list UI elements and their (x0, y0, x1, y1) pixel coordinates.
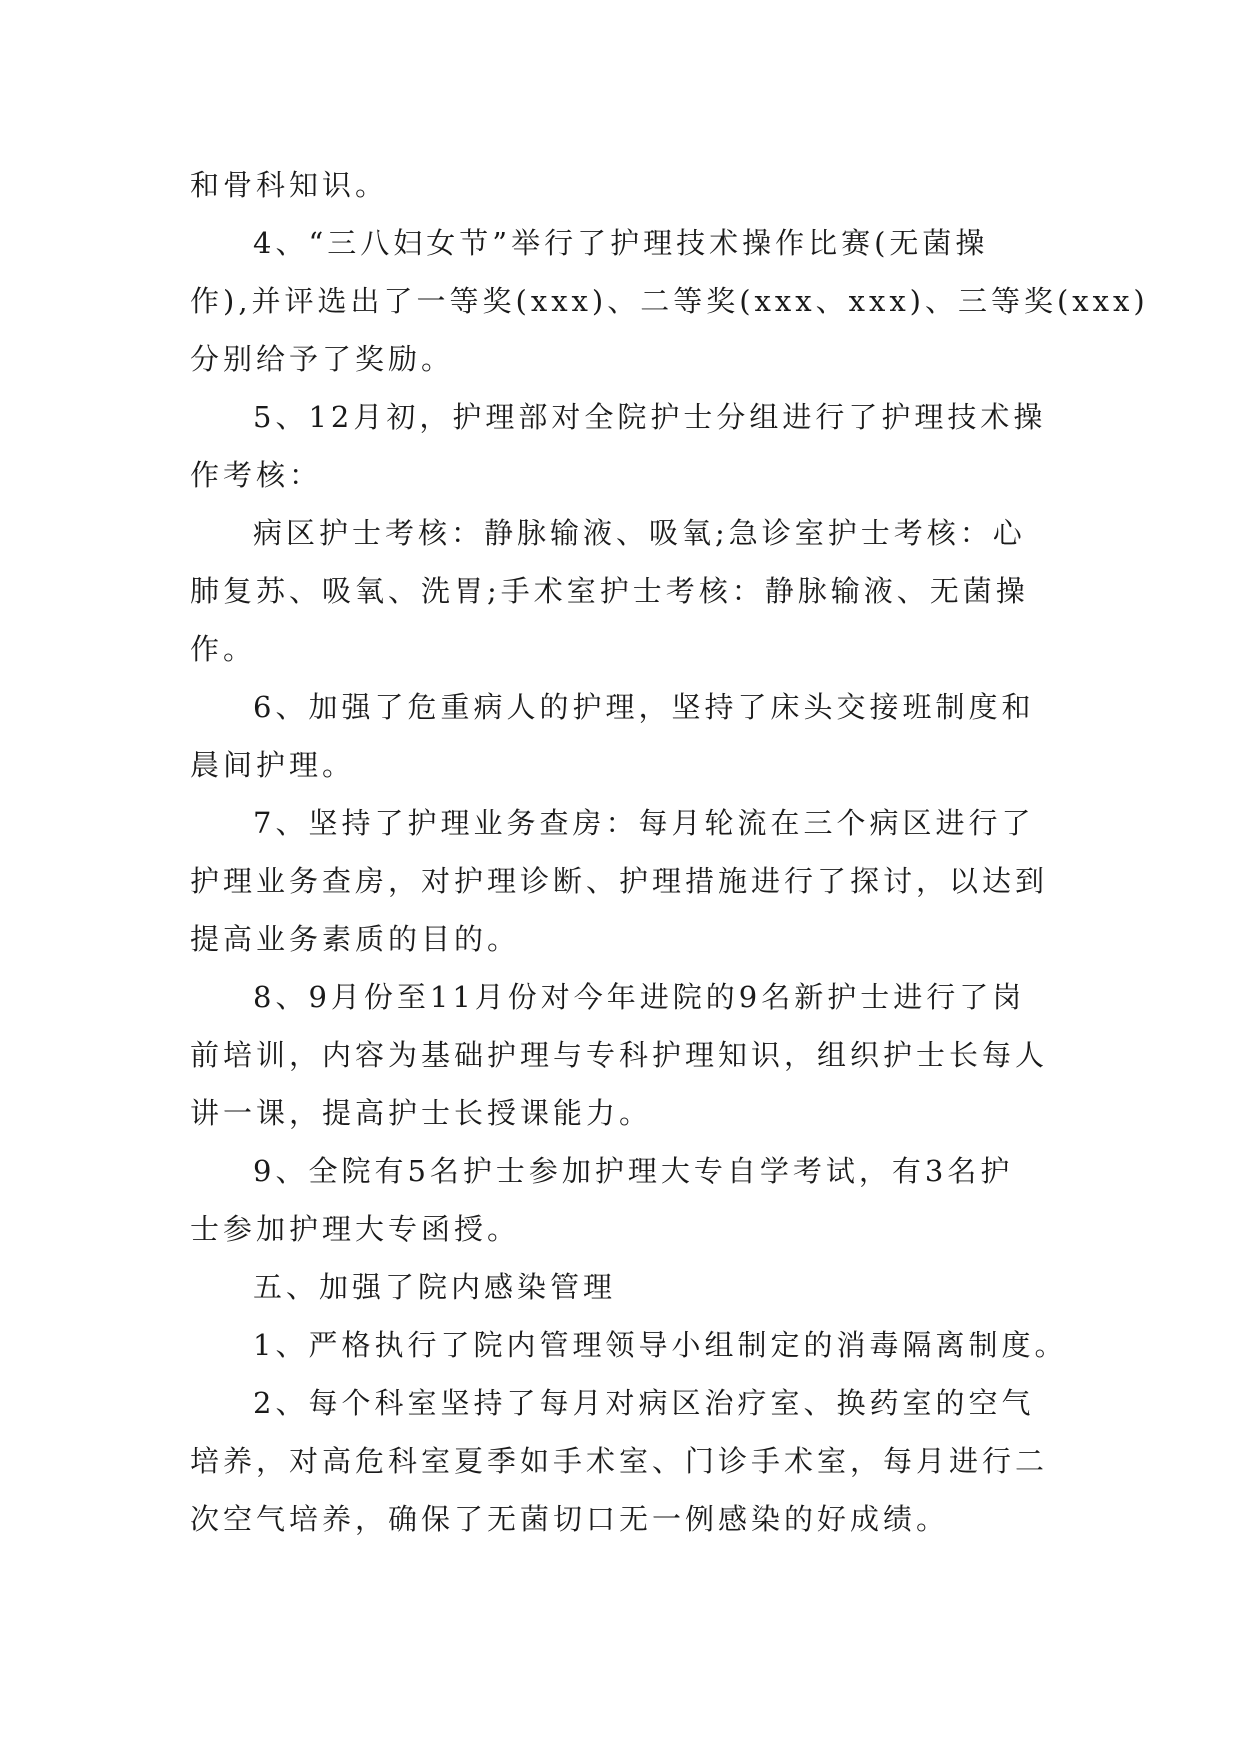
text-line: 病区护士考核：静脉输液、吸氧;急诊室护士考核：心 (253, 516, 1026, 550)
text-line: 提高业务素质的目的。 (190, 922, 521, 956)
text-line: 前培训，内容为基础护理与专科护理知识，组织护士长每人 (190, 1038, 1049, 1072)
text-line: 2、每个科室坚持了每月对病区治疗室、换药室的空气 (253, 1386, 1035, 1420)
text-line: 晨间护理。 (190, 748, 356, 782)
text-line: 次空气培养，确保了无菌切口无一例感染的好成绩。 (190, 1502, 950, 1536)
text-line: 肺复苏、吸氧、洗胃;手术室护士考核：静脉输液、无菌操 (190, 574, 1029, 608)
text-line: 讲一课，提高护士长授课能力。 (190, 1096, 653, 1130)
text-line: 作考核： (190, 458, 323, 492)
section-heading: 五、加强了院内感染管理 (253, 1270, 617, 1304)
text-line: 7、坚持了护理业务查房：每月轮流在三个病区进行了 (253, 806, 1035, 840)
document-body (190, 156, 1149, 1548)
text-line: 培养，对高危科室夏季如手术室、门诊手术室，每月进行二 (190, 1444, 1049, 1478)
text-line: 4、“三八妇女节”举行了护理技术操作比赛(无菌操 (253, 226, 989, 260)
text-line: 护理业务查房，对护理诊断、护理措施进行了探讨，以达到 (190, 864, 1049, 898)
text-line: 作。 (190, 632, 257, 666)
text-line: 5、12月初，护理部对全院护士分组进行了护理技术操 (253, 400, 1047, 434)
text-line: 分别给予了奖励。 (190, 342, 455, 376)
text-line: 1、严格执行了院内管理领导小组制定的消毒隔离制度。 (253, 1328, 1068, 1362)
text-line: 8、9月份至11月份对今年进院的9名新护士进行了岗 (253, 980, 1026, 1014)
text-line: 士参加护理大专函授。 (190, 1212, 521, 1246)
text-line: 9、全院有5名护士参加护理大专自学考试，有3名护 (253, 1154, 1014, 1188)
text-line: 作),并评选出了一等奖(xxx)、二等奖(xxx、xxx)、三等奖(xxx) (190, 284, 1149, 318)
text-line: 6、加强了危重病人的护理，坚持了床头交接班制度和 (253, 690, 1035, 724)
text-line: 和骨科知识。 (190, 168, 389, 202)
